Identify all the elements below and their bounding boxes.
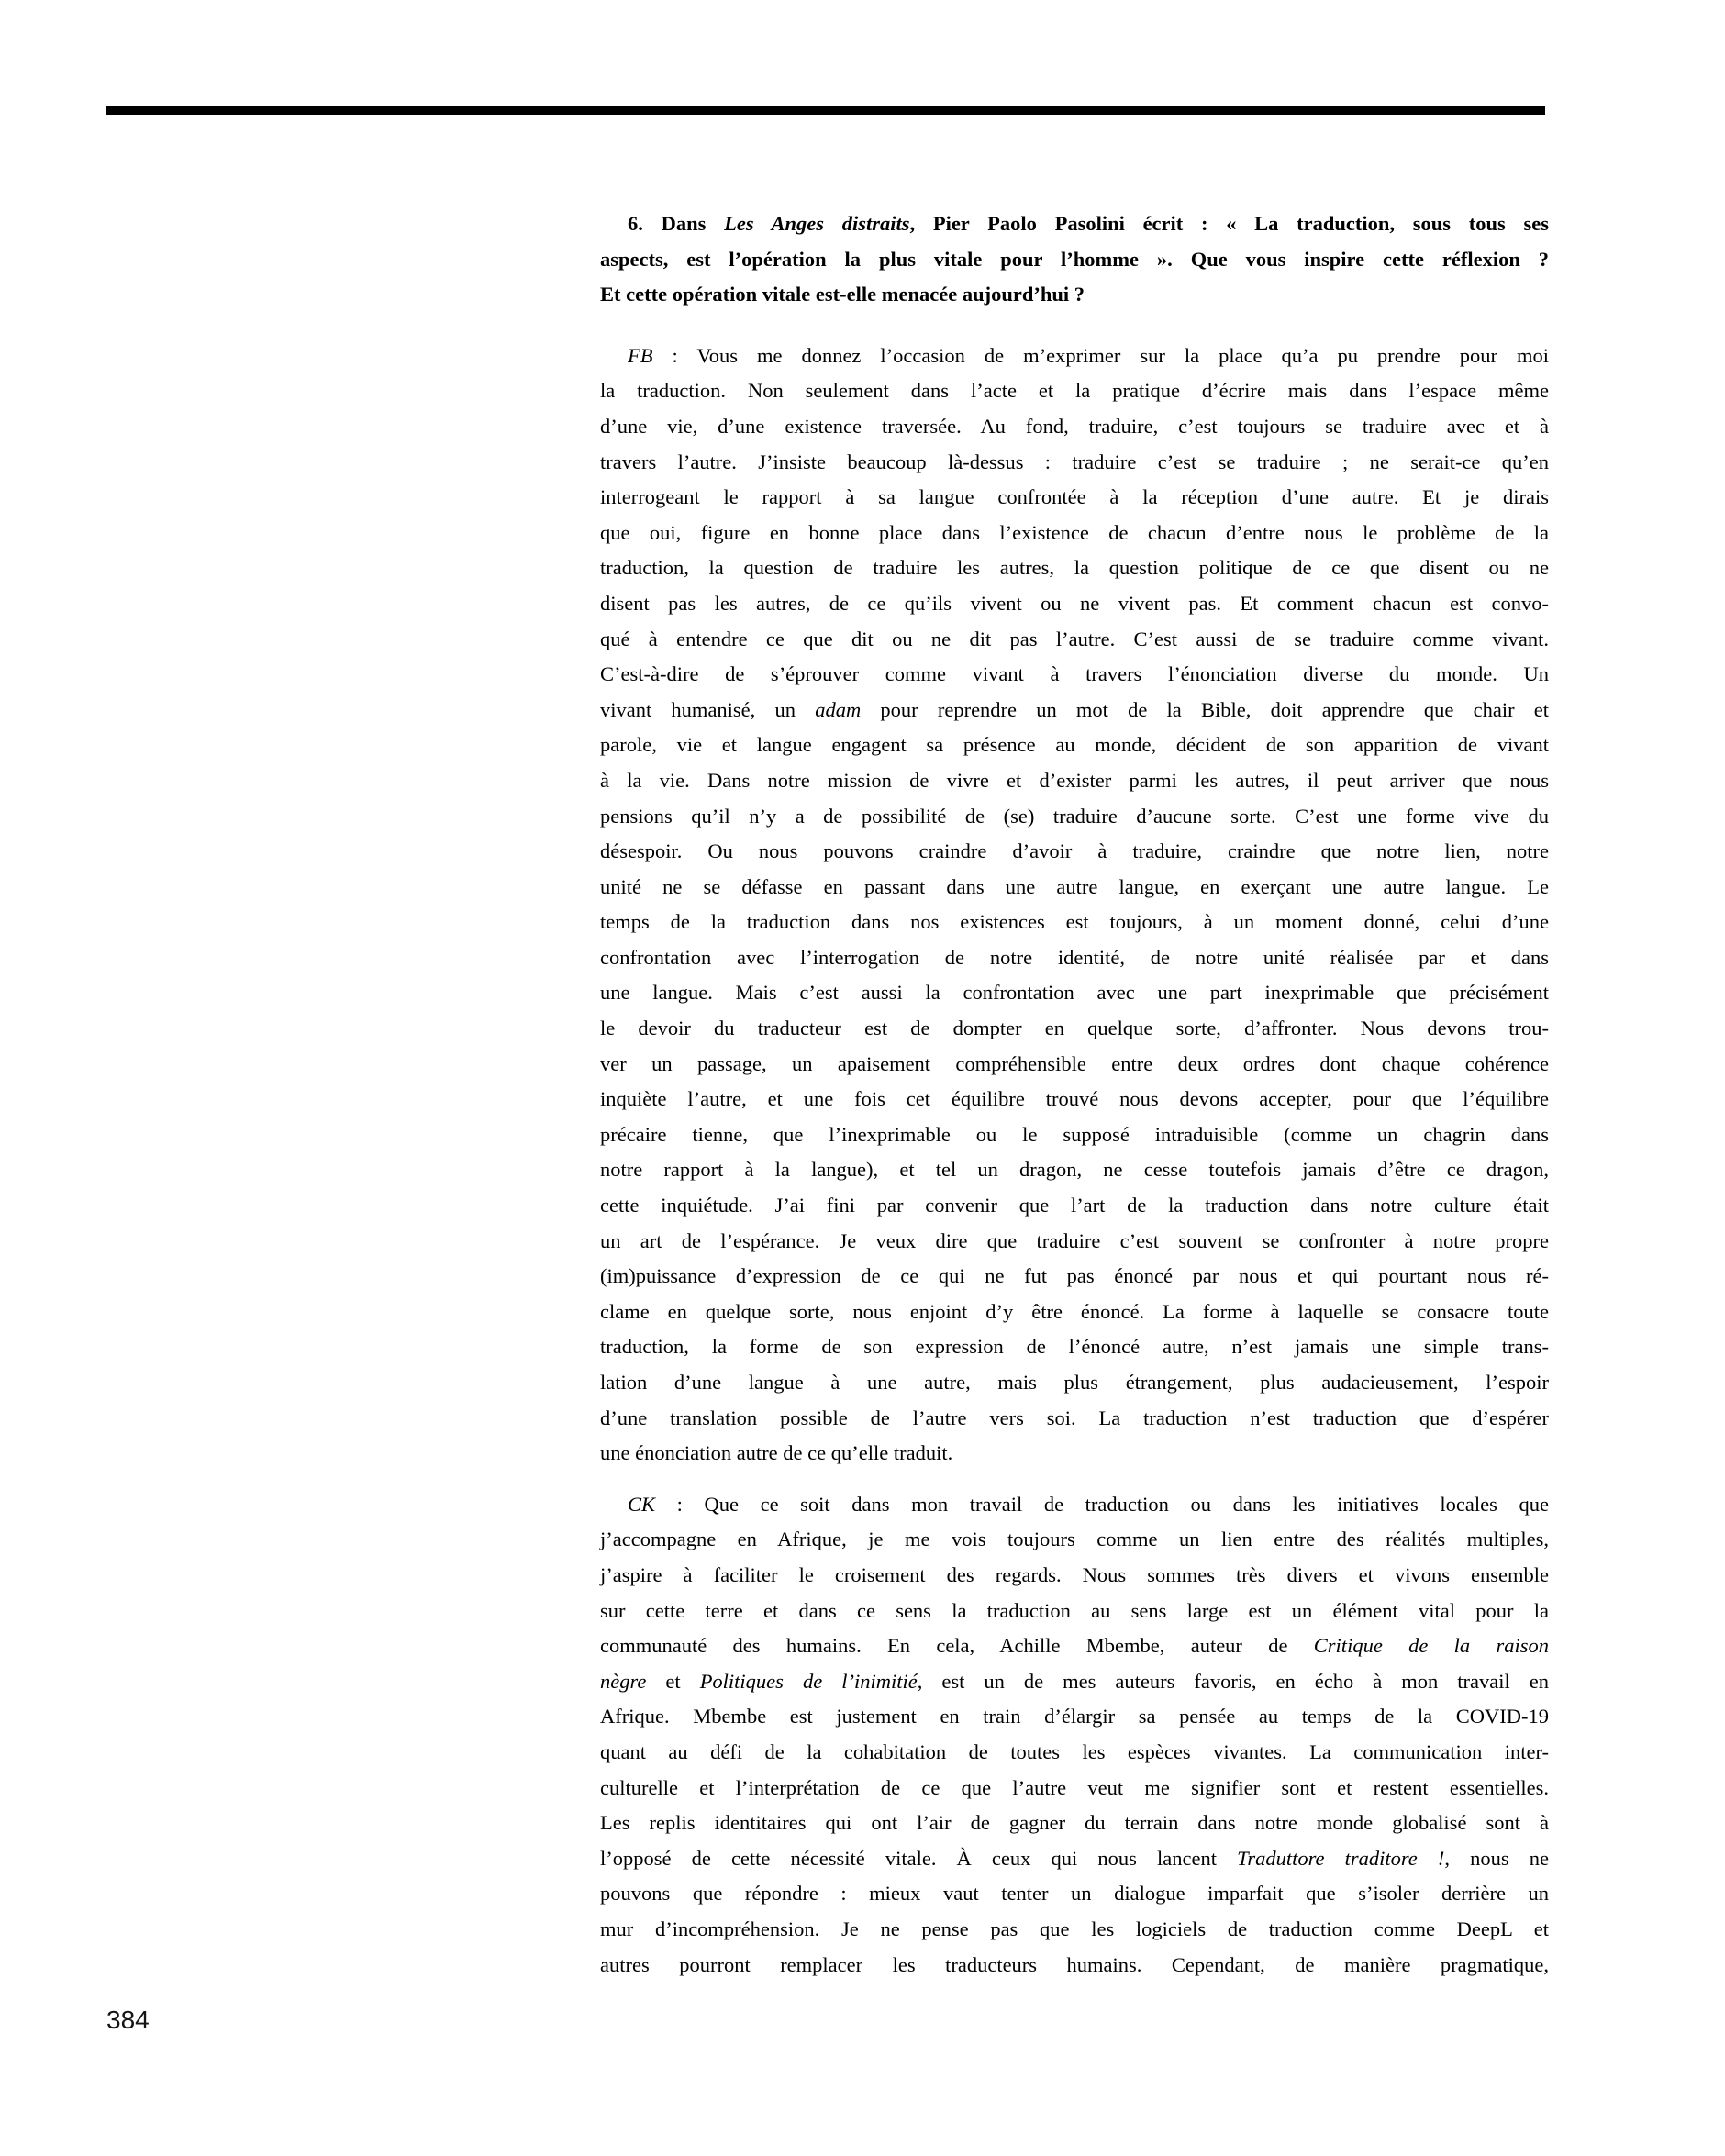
body-text: la traduction. Non seulement dans l’acte et la pratique d’écrire mais dans l’espace même [600, 379, 1549, 403]
body-text: j’aspire à faciliter le croisement des regards. Nous sommes très divers et vivons ensemble [600, 1562, 1549, 1586]
body-text: Afrique. Mbembe est justement en train d’élargir sa pensée au temps de la COVID-19 [600, 1705, 1549, 1728]
text-line [600, 1876, 1549, 1912]
body-text: pouvons que répondre : mieux vaut tenter un dialogue imparfait que s’isoler derrière un [600, 1882, 1549, 1906]
body-text: travers l’autre. J’insiste beaucoup là-dessus : traduire c’est se traduire ; ne serait-ce qu’en [600, 450, 1549, 473]
body-text: communauté des humains. En cela, Achille Mbembe, auteur de [600, 1634, 1314, 1658]
body-text: lation d’une langue à une autre, mais plus étrangement, plus audacieusement, l’espoir [600, 1371, 1549, 1394]
text-line [600, 1082, 1549, 1117]
body-text: : Vous me donnez l’occasion de m’exprimer sur la place qu’a pu prendre pour moi [652, 343, 1549, 367]
text-line [600, 1487, 1549, 1523]
text-line [600, 1401, 1549, 1437]
text-line [600, 975, 1549, 1011]
text-line [600, 763, 1549, 799]
body-text: aspects, est l’opération la plus vitale pour l’homme ». Que vous inspire cette réflexion ? [600, 247, 1549, 271]
body-text: parole, vie et langue engagent sa présence au monde, décident de son apparition de vivant [600, 733, 1549, 757]
text-line [600, 1594, 1549, 1629]
body-text: le devoir du traducteur est de dompter en quelque sorte, d’affronter. Nous devons trou- [600, 1017, 1549, 1040]
body-text: clame en quelque sorte, nous enjoint d’y être énoncé. La forme à laquelle se consacre toute [600, 1299, 1549, 1323]
body-text: quant au défi de la cohabitation de toutes les espèces vivantes. La communication inter- [600, 1739, 1549, 1763]
body-text: , est un de mes auteurs favoris, en écho à mon travail en [917, 1669, 1549, 1693]
body-text: Les replis identitaires qui ont l’air de gagner du terrain dans notre monde globalisé sont à [600, 1811, 1549, 1835]
text-line [600, 277, 1549, 313]
text-line [600, 1912, 1549, 1948]
body-text: autres pourront remplacer les traducteurs humains. Cependant, de manière pragmatique, [600, 1952, 1549, 1976]
body-text: traduction, la forme de son expression de l’énoncé autre, n’est jamais une simple trans- [600, 1335, 1549, 1359]
body-text: interrogeant le rapport à sa langue confrontée à la réception d’une autre. Et je dirais [600, 485, 1549, 509]
text-line [600, 1295, 1549, 1330]
body-text: pensions qu’il n’y a de possibilité de (se) traduire d’aucune sorte. C’est une forme vive du [600, 804, 1549, 828]
text-line [600, 1841, 1549, 1877]
text-line [600, 1224, 1549, 1260]
body-text: mur d’incompréhension. Je ne pense pas que les logiciels de traduction comme DeepL et [600, 1917, 1549, 1940]
body-text: que oui, figure en bonne place dans l’existence de chacun d’entre nous le problème de la [600, 520, 1549, 544]
body-text: précaire tienne, que l’inexprimable ou le supposé intraduisible (comme un chagrin dans [600, 1122, 1549, 1146]
text-line [600, 1558, 1549, 1594]
text-line [600, 1329, 1549, 1365]
question-6 [600, 206, 1549, 313]
italic-text: nègre [600, 1669, 647, 1693]
body-text: (im)puissance d’expression de ce qui ne fut pas énoncé par nous et qui pourtant nous ré- [600, 1264, 1549, 1288]
text-line [600, 1771, 1549, 1806]
body-text: vivant humanisé, un [600, 697, 816, 721]
body-text: et [646, 1669, 700, 1693]
body-text: unité ne se défasse en passant dans une autre langue, en exerçant une autre langue. Le [600, 874, 1549, 898]
top-rule [106, 106, 1545, 115]
text-line [600, 1628, 1549, 1664]
body-text: une langue. Mais c’est aussi la confrontation avec une part inexprimable que précisément [600, 981, 1549, 1005]
italic-text: Critique de la raison [1313, 1634, 1549, 1658]
body-text: 6. Dans [628, 212, 725, 235]
text-line [600, 445, 1549, 481]
text-line [600, 1047, 1549, 1083]
text-line [600, 480, 1549, 516]
body-text: : Que ce soit dans mon travail de traduction ou dans les initiatives locales que [655, 1492, 1549, 1516]
text-line [600, 1152, 1549, 1188]
text-line [600, 1735, 1549, 1771]
text-line [600, 728, 1549, 763]
body-text: une énonciation autre de ce qu’elle traduit. [600, 1441, 953, 1465]
italic-text: FB [628, 343, 653, 367]
body-text: d’une translation possible de l’autre vers soi. La traduction n’est traduction que d’espérer [600, 1406, 1549, 1429]
body-text: cette inquiétude. J’ai fini par convenir que l’art de la traduction dans notre culture était [600, 1194, 1549, 1217]
body-text: j’accompagne en Afrique, je me vois toujours comme un lien entre des réalités multiples, [600, 1528, 1549, 1551]
body-text: , Pier Paolo Pasolini écrit : « La traduction, sous tous ses [909, 212, 1549, 235]
text-line [600, 1365, 1549, 1401]
text-line [600, 657, 1549, 693]
text-line [600, 1522, 1549, 1558]
text-line [600, 1188, 1549, 1224]
body-text: un art de l’espérance. Je veux dire que traduire c’est souvent se confronter à notre propre [600, 1228, 1549, 1252]
body-text: , nous ne [1444, 1846, 1549, 1870]
text-line [600, 834, 1549, 870]
body-text: qué à entendre ce que dit ou ne dit pas l’autre. C’est aussi de se traduire comme vivant. [600, 627, 1549, 650]
text-line [600, 242, 1549, 278]
text-line [600, 1806, 1549, 1841]
body-text: ver un passage, un apaisement compréhensible entre deux ordres dont chaque cohérence [600, 1051, 1549, 1075]
body-text: C’est-à-dire de s’éprouver comme vivant à travers l’énonciation diverse du monde. Un [600, 662, 1549, 686]
body-text: d’une vie, d’une existence traversée. Au fond, traduire, c’est toujours se traduire avec et à [600, 414, 1549, 438]
text-line [600, 1948, 1549, 1984]
text-line [600, 586, 1549, 622]
text-line [600, 799, 1549, 835]
text-line [600, 1436, 1549, 1472]
body-text: désespoir. Ou nous pouvons craindre d’avoir à traduire, craindre que notre lien, notre [600, 839, 1549, 863]
body-text: inquiète l’autre, et une fois cet équilibre trouvé nous devons accepter, pour que l’équilibre [600, 1087, 1549, 1111]
italic-text: Les Anges distraits [724, 212, 910, 235]
text-line [600, 905, 1549, 940]
body-text: Et cette opération vitale est-elle menacée aujourd’hui ? [600, 283, 1085, 306]
body-text: temps de la traduction dans nos existences est toujours, à un moment donné, celui d’une [600, 910, 1549, 934]
italic-text: Traduttore traditore ! [1237, 1846, 1445, 1870]
text-column [600, 206, 1549, 1983]
text-line [600, 550, 1549, 586]
text-line [600, 1117, 1549, 1153]
body-text: l’opposé de cette nécessité vitale. À ceux qui nous lancent [600, 1846, 1238, 1870]
text-line [600, 516, 1549, 551]
text-line [600, 870, 1549, 906]
body-text: culturelle et l’interprétation de ce que l’autre veut me signifier sont et restent essentielles. [600, 1775, 1549, 1799]
body-text: traduction, la question de traduire les autres, la question politique de ce que disent ou ne [600, 556, 1549, 580]
italic-text: CK [628, 1492, 656, 1516]
text-line [600, 1699, 1549, 1735]
text-line [600, 1011, 1549, 1047]
italic-text: Politiques de l’inimitié [699, 1669, 918, 1693]
body-text: sur cette terre et dans ce sens la traduction au sens large est un élément vital pour la [600, 1598, 1549, 1622]
text-line [600, 693, 1549, 728]
text-line [600, 1664, 1549, 1700]
body-text: confrontation avec l’interrogation de notre identité, de notre unité réalisée par et dans [600, 945, 1549, 969]
text-line [600, 1259, 1549, 1295]
page-number: 384 [106, 2006, 150, 2034]
answer-fb [600, 339, 1549, 1472]
body-text: pour reprendre un mot de la Bible, doit apprendre que chair et [861, 697, 1549, 721]
italic-text: adam [815, 697, 862, 721]
body-text: à la vie. Dans notre mission de vivre et d’exister parmi les autres, il peut arriver que nous [600, 768, 1549, 792]
body-text: disent pas les autres, de ce qu’ils vivent ou ne vivent pas. Et comment chacun est convo- [600, 591, 1549, 615]
text-line [600, 409, 1549, 445]
text-line [600, 373, 1549, 409]
text-line [600, 339, 1549, 374]
body-text: notre rapport à la langue), et tel un dragon, ne cesse toutefois jamais d’être ce dragon, [600, 1158, 1549, 1182]
text-line [600, 622, 1549, 658]
answer-ck [600, 1487, 1549, 1983]
text-line [600, 206, 1549, 242]
text-line [600, 940, 1549, 976]
